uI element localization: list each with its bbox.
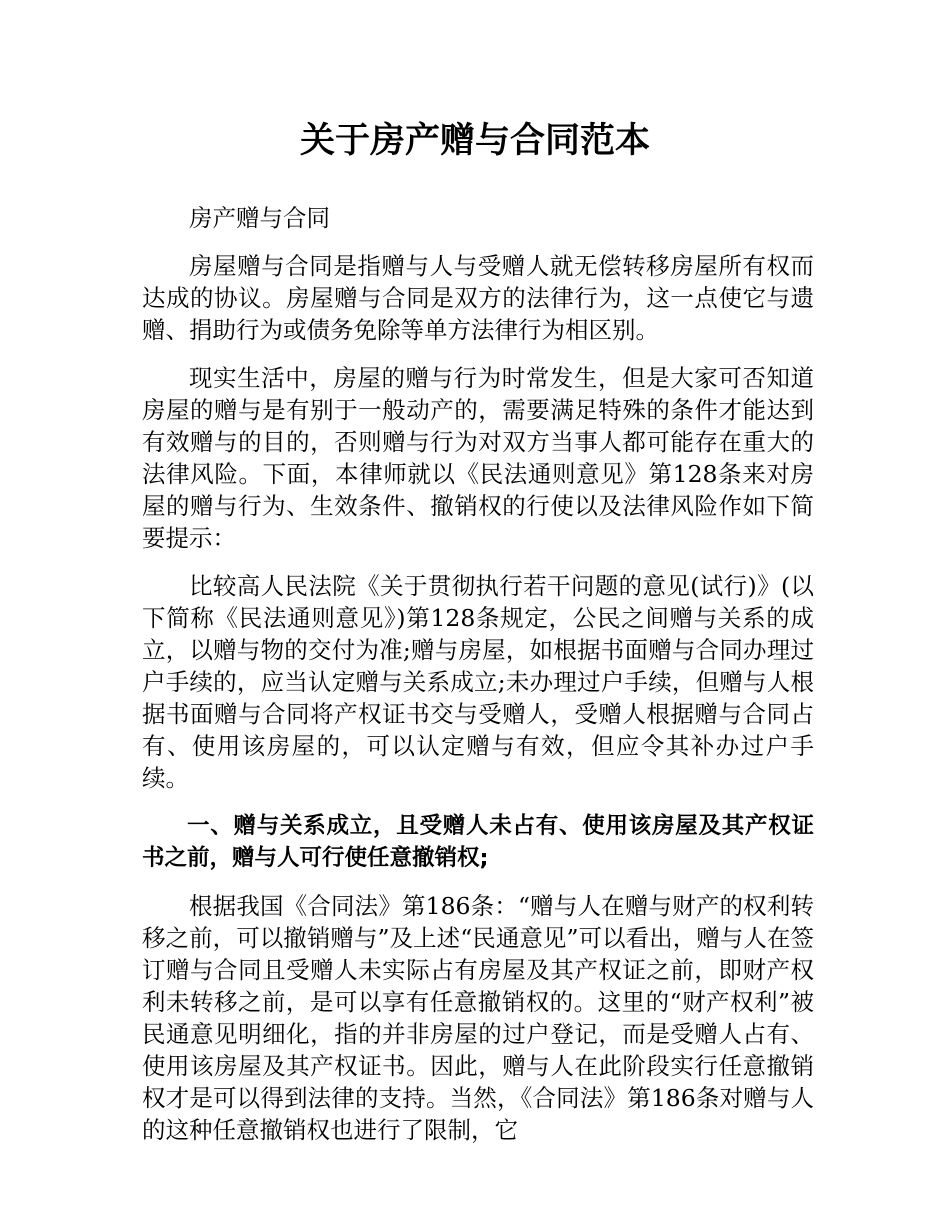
section-heading-1: 一、赠与关系成立，且受赠人未占有、使用该房屋及其产权证书之前，赠与人可行使任意撤销权; (142, 813, 814, 871)
paragraph-definition: 房屋赠与合同是指赠与人与受赠人就无偿转移房屋所有权而达成的协议。房屋赠与合同是双方的法律行为，这一点使它与遗赠、捐助行为或债务免除等单方法律行为相区别。 (142, 252, 814, 344)
paragraph-subtitle: 房产赠与合同 (189, 204, 330, 232)
document-body (142, 202, 814, 1162)
document-title: 关于房产赠与合同范本 (299, 121, 650, 161)
paragraph-introduction: 现实生活中，房屋的赠与行为时常发生，但是大家可否知道房屋的赠与是有别于一般动产的，需要满足特殊的条件才能达到有效赠与的目的，否则赠与行为对双方当事人都可能存在重大的法律风险。下面，本律师就以《民法通则意见》第128条来对房屋的赠与行为、生效条件、撤销权的行使以及法律风险作如下简要提示： (142, 364, 814, 552)
paragraph-regulation: 比较高人民法院《关于贯彻执行若干问题的意见(试行)》(以下简称《民法通则意见》)第128条规定，公民之间赠与关系的成立，以赠与物的交付为准;赠与房屋，如根据书面赠与合同办理过户手续的，应当认定赠与关系成立;未办理过户手续，但赠与人根据书面赠与合同将产权证书交与受赠人，受赠人根据赠与合同占有、使用该房屋的，可以认定赠与有效，但应令其补办过户手续。 (142, 572, 814, 792)
paragraph-revocation: 根据我国《合同法》第186条：“赠与人在赠与财产的权利转移之前，可以撤销赠与”及上述“民通意见”可以看出，赠与人在签订赠与合同且受赠人未实际占有房屋及其产权证之前，即财产权利未转移之前，是可以享有任意撤销权的。这里的“财产权利”被民通意见明细化，指的并非房屋的过户登记，而是受赠人占有、使用该房屋及其产权证书。因此，赠与人在此阶段实行任意撤销权才是可以得到法律的支持。当然，《合同法》第186条对赠与人的这种任意撤销权也进行了限制，它 (142, 892, 814, 1144)
